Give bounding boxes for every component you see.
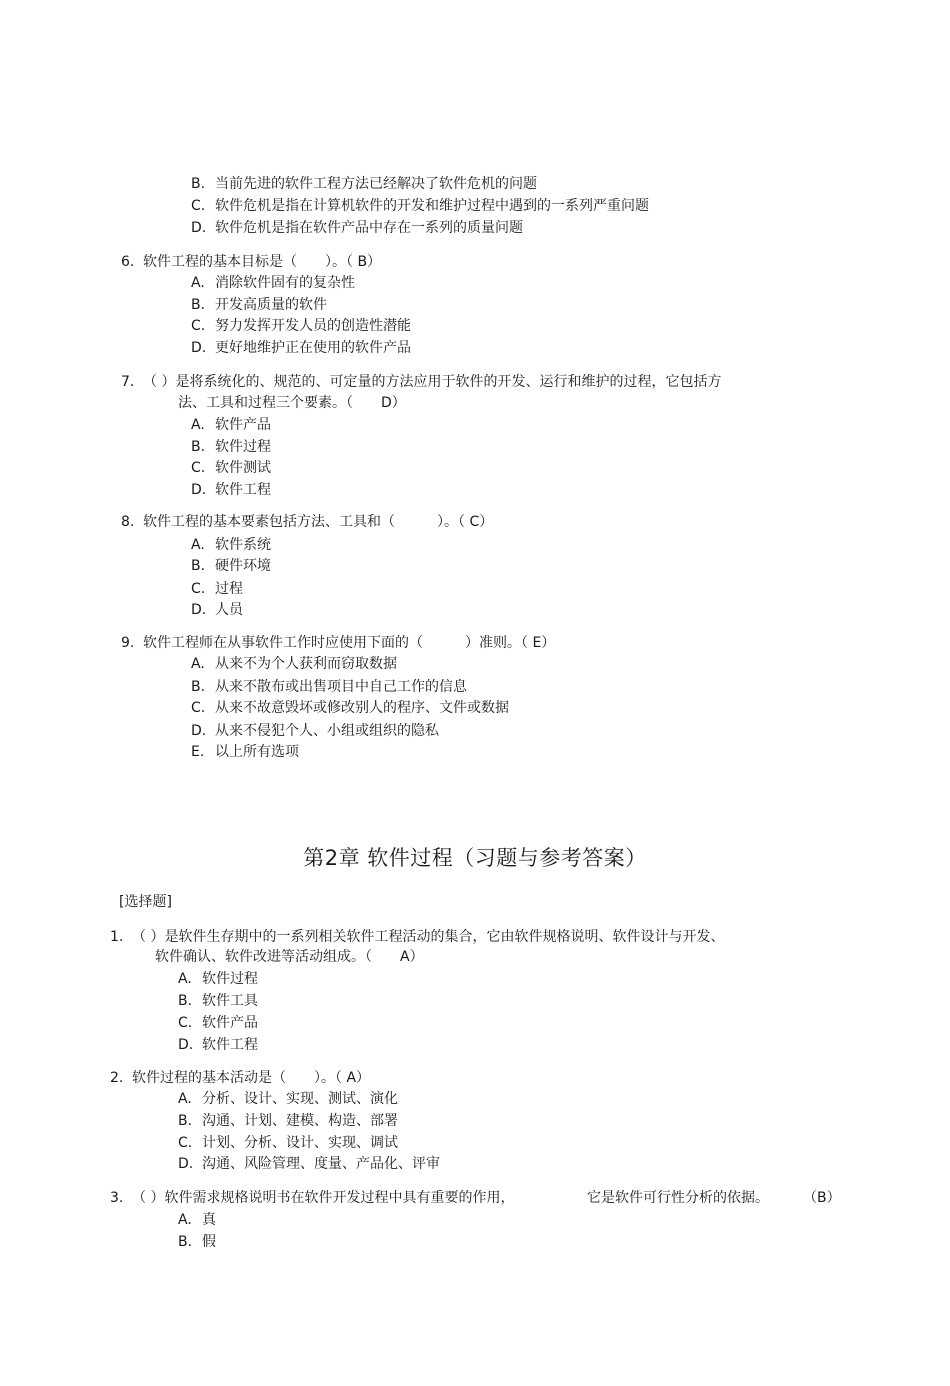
option-a: A. 软件过程 xyxy=(178,971,258,987)
option-b: B. 软件过程 xyxy=(191,439,271,455)
option-b: B. 软件工具 xyxy=(178,993,258,1009)
answer-label: （B） xyxy=(803,1190,841,1206)
option-d: D. 沟通、风险管理、度量、产品化、评审 xyxy=(178,1156,440,1172)
option-a: A. 消除软件固有的复杂性 xyxy=(191,275,355,291)
ch2-question-3: 3. （ ）软件需求规格说明书在软件开发过程中具有重要的作用， xyxy=(110,1190,515,1206)
option-b: B. 假 xyxy=(178,1234,216,1250)
option-d: D. 软件工程 xyxy=(178,1037,258,1053)
option-c: C. 从来不故意毁坏或修改别人的程序、文件或数据 xyxy=(191,700,509,716)
option-e: E. 以上所有选项 xyxy=(191,744,299,760)
option-d: D. 更好地维护正在使用的软件产品 xyxy=(191,340,411,356)
option-a: A. 真 xyxy=(178,1212,216,1228)
section-label: [选择题] xyxy=(119,894,172,910)
option-b: B. 硬件环境 xyxy=(191,558,271,574)
option-b: B. 开发高质量的软件 xyxy=(191,297,327,313)
ch2-question-1: 1. （ ）是软件生存期中的一系列相关软件工程活动的集合，它由软件规格说明、软件设计与开发、 xyxy=(110,929,725,945)
question-8: 8. 软件工程的基本要素包括方法、工具和（ ）。（ C） xyxy=(121,514,494,530)
option-b: B. 当前先进的软件工程方法已经解决了软件危机的问题 xyxy=(191,176,537,192)
option-b: B. 沟通、计划、建模、构造、部署 xyxy=(178,1113,398,1129)
chapter-title: 第2章 软件过程（习题与参考答案） xyxy=(303,846,647,870)
option-d: D. 软件危机是指在软件产品中存在一系列的质量问题 xyxy=(191,220,523,236)
option-a: A. 分析、设计、实现、测试、演化 xyxy=(178,1091,398,1107)
option-a: A. 从来不为个人获利而窃取数据 xyxy=(191,656,397,672)
option-c: C. 软件测试 xyxy=(191,460,271,476)
option-c: C. 过程 xyxy=(191,581,243,597)
question-6: 6. 软件工程的基本目标是（ ）。（ B） xyxy=(121,254,382,270)
option-a: A. 软件系统 xyxy=(191,537,271,553)
option-b: B. 从来不散布或出售项目中自己工作的信息 xyxy=(191,679,467,695)
option-d: D. 从来不侵犯个人、小组或组织的隐私 xyxy=(191,723,439,739)
option-d: D. 人员 xyxy=(191,602,243,618)
ch2-question-2: 2. 软件过程的基本活动是（ ）。（ A） xyxy=(110,1070,371,1086)
option-d: D. 软件工程 xyxy=(191,482,271,498)
ch2-question-1-continued: 软件确认、软件改进等活动组成。（ A） xyxy=(155,949,424,965)
ch2-question-3-tail: 它是软件可行性分析的依据。 xyxy=(587,1190,769,1206)
option-c: C. 软件产品 xyxy=(178,1015,258,1031)
option-c: C. 努力发挥开发人员的创造性潜能 xyxy=(191,318,411,334)
question-7: 7. （ ）是将系统化的、规范的、可定量的方法应用于软件的开发、运行和维护的过程，它包括方 xyxy=(121,374,722,390)
option-a: A. 软件产品 xyxy=(191,417,271,433)
question-7-continued: 法、工具和过程三个要素。（ D） xyxy=(178,395,406,411)
question-9: 9. 软件工程师在从事软件工作时应使用下面的（ ）准则。（ E） xyxy=(121,635,556,651)
option-c: C. 软件危机是指在计算机软件的开发和维护过程中遇到的一系列严重问题 xyxy=(191,198,649,214)
option-c: C. 计划、分析、设计、实现、调试 xyxy=(178,1135,398,1151)
